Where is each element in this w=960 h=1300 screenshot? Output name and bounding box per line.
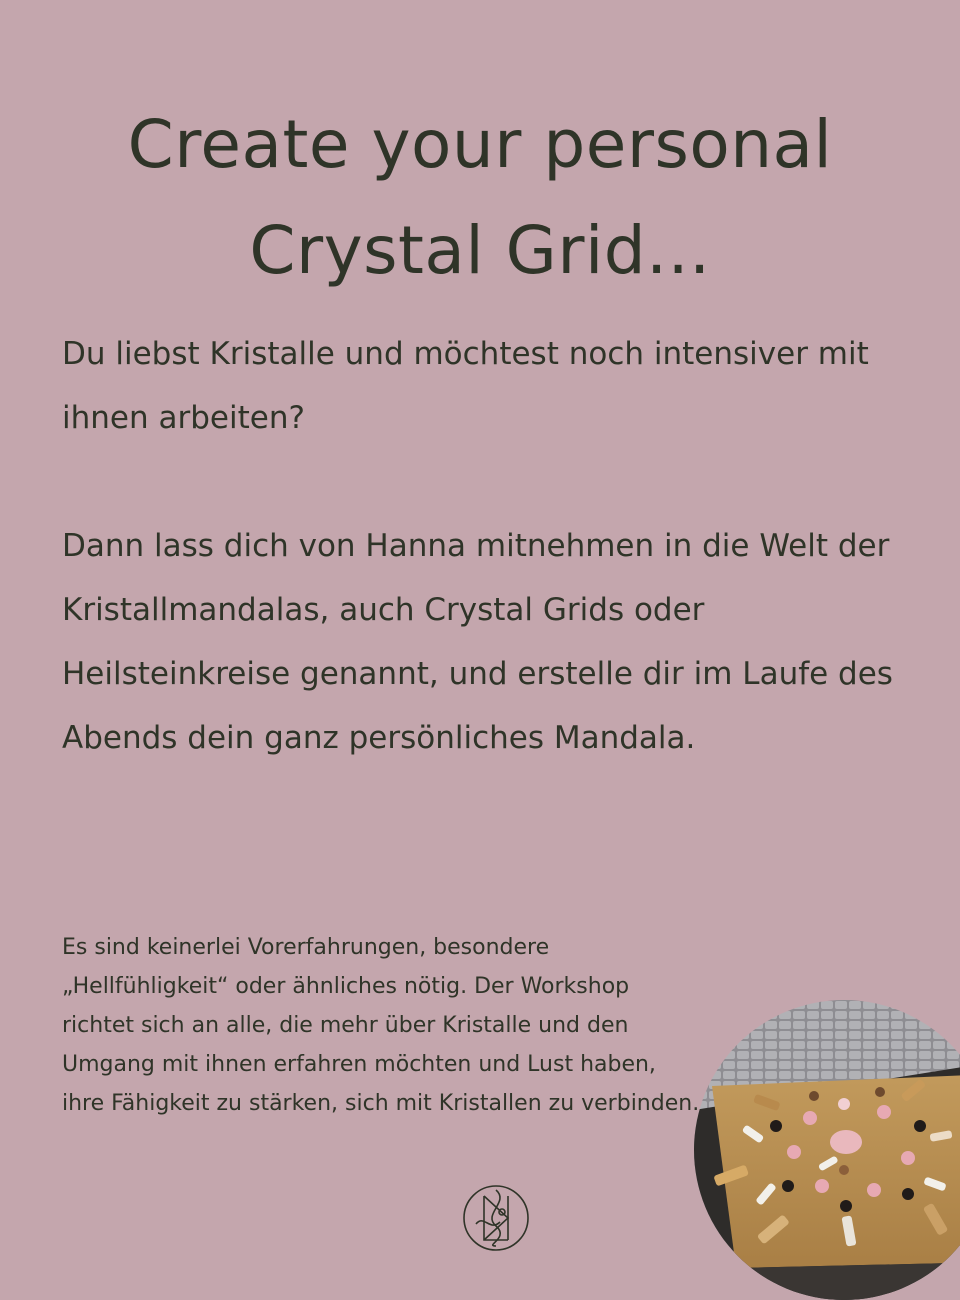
- requirements-note: Es sind keinerlei Vorerfahrungen, besondere „Hellfühligkeit“ oder ähnliches nötig. Der Workshop richtet sich an alle, die mehr über Kristalle und den Umgang mit ihnen erfahren möchten und Lust haben, ihre Fähigkeit zu stärken, sich mit Kristallen zu verbinden.: [62, 935, 700, 1116]
- page-title-line-1: Create your personal: [127, 106, 833, 183]
- description-paragraph: Dann lass dich von Hanna mitnehmen in die Welt der Kristallmandalas, auch Crystal Grids oder Heilsteinkreise genannt, und erstelle dir im Laufe des Abends dein ganz persönliches Mandala.: [62, 528, 893, 756]
- brand-monogram-icon: [462, 1184, 530, 1252]
- page-title: [0, 92, 960, 304]
- crystal-grid-photo: [694, 1000, 960, 1300]
- page-title-line-2: Crystal Grid...: [249, 212, 711, 289]
- intro-paragraph: Du liebst Kristalle und möchtest noch intensiver mit ihnen arbeiten?: [62, 336, 869, 436]
